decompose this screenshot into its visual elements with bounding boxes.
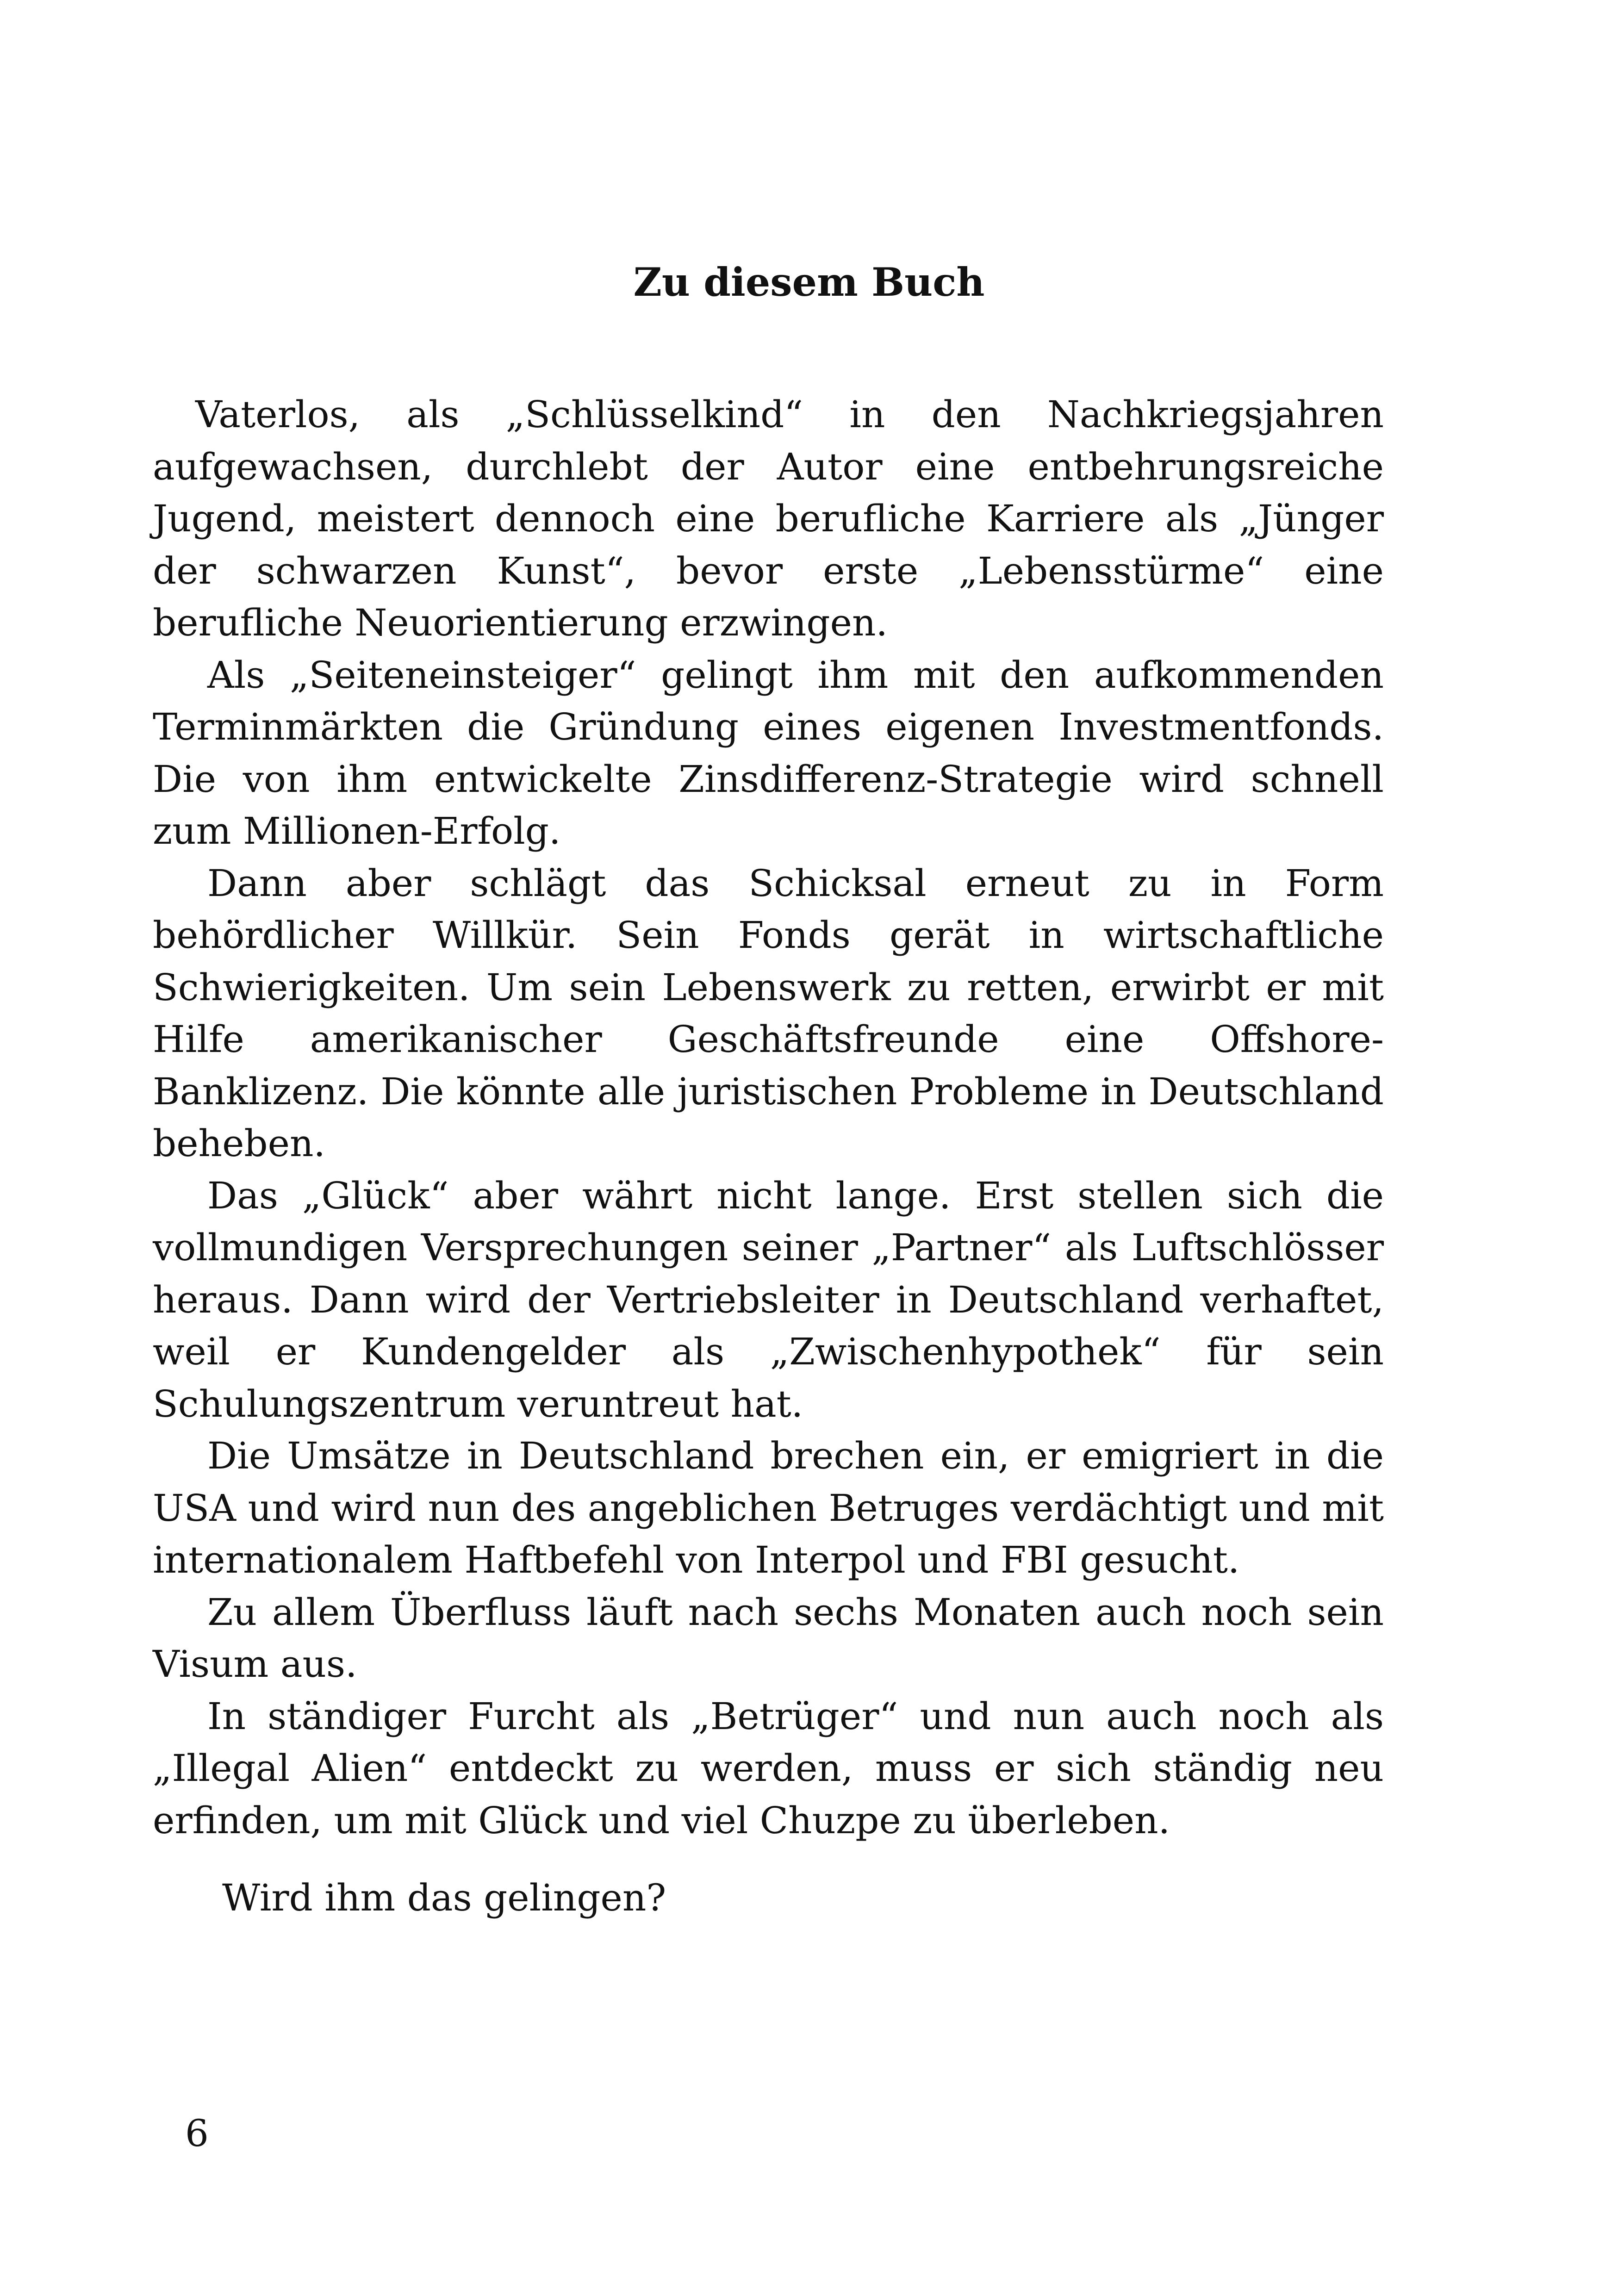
page-number: 6 [185, 2112, 209, 2155]
paragraph-6: Zu allem Überfluss läuft nach sechs Monaten auch noch sein Visum aus. [153, 1590, 1384, 1686]
paragraph-1: Vaterlos, als „Schlüsselkind“ in den Nachkriegsjahren aufgewachsen, durchlebt der Autor eine entbehrungsreiche Jugend, meistert dennoch eine berufliche Karriere als „Jünger der schwarzen Kunst“, bevor erste „Lebensstürme“ eine berufliche Neuorientierung erzwingen. [153, 393, 1384, 644]
paragraph-5: Die Umsätze in Deutschland brechen ein, er emigriert in die USA und wird nun des angeblichen Betruges verdächtigt und mit internationalem Haftbefehl von Interpol und FBI gesucht. [153, 1434, 1384, 1581]
page-title: Zu diesem Buch [633, 259, 985, 305]
paragraph-3: Dann aber schlägt das Schicksal erneut zu in Form behördlicher Willkür. Sein Fonds gerät in wirtschaftliche Schwierigkeiten. Um sein Lebenswerk zu retten, erwirbt er mit Hilfe amerikanischer Geschäftsfreunde eine Offshore- Banklizenz. Die könnte alle juristischen Probleme in Deutschland beheben. [153, 861, 1384, 1165]
body-text [153, 389, 1384, 1924]
paragraph-2: Als „Seiteneinsteiger“ gelingt ihm mit den aufkommenden Terminmärkten die Gründung eines eigenen Investmentfonds. Die von ihm entwickelte Zinsdifferenz-Strategie wird schnell zum Millionen-Erfolg. [153, 653, 1384, 852]
paragraph-7: In ständiger Furcht als „Betrüger“ und nun auch noch als „Illegal Alien“ entdeckt zu werden, muss er sich ständig neu erfinden, um mit Glück und viel Chuzpe zu überleben. [153, 1694, 1384, 1842]
paragraph-4: Das „Glück“ aber währt nicht lange. Erst stellen sich die vollmundigen Versprechungen seiner „Partner“ als Luftschlösser heraus. Dann wird der Vertriebsleiter in Deutschland verhaftet, weil er Kundengelder als „Zwischenhypothek“ für sein Schulungszentrum veruntreut hat. [153, 1174, 1384, 1425]
closing-question: Wird ihm das gelingen? [222, 1876, 666, 1919]
